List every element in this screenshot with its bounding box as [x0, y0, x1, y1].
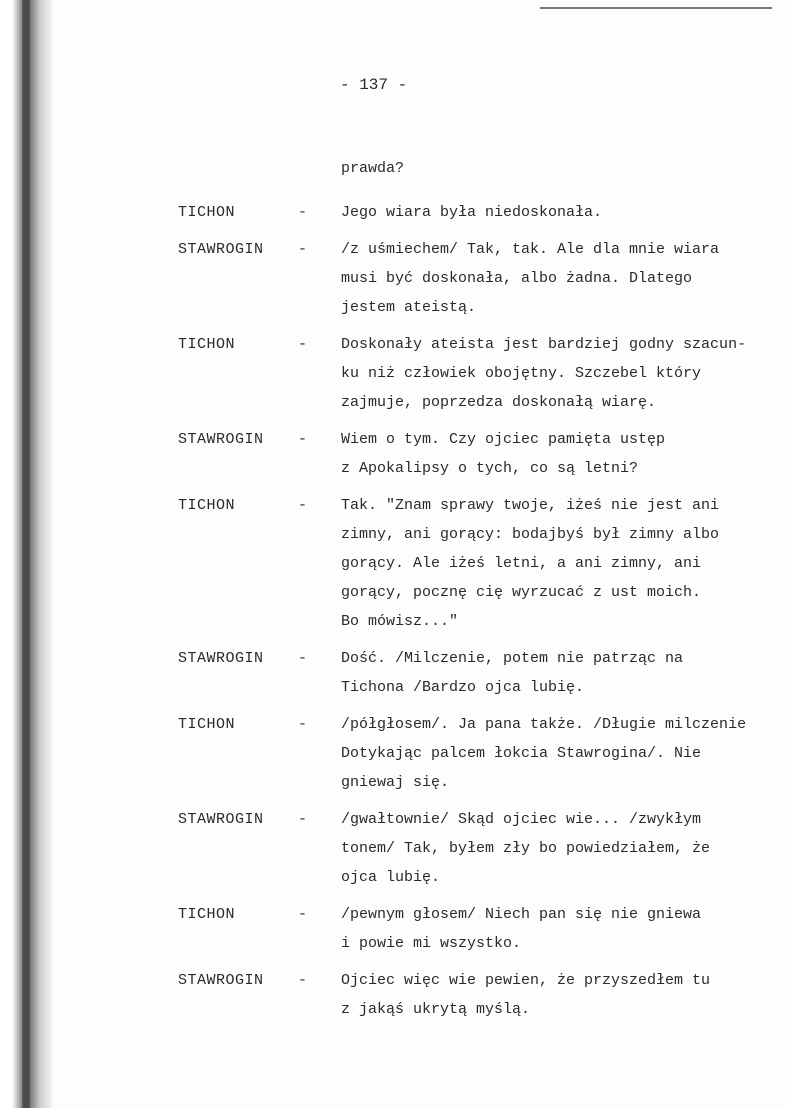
- dialogue-entry: [178, 425, 778, 483]
- dialogue: [178, 198, 778, 1032]
- dialogue-entry: [178, 900, 778, 958]
- speech-text: [341, 644, 778, 702]
- speaker-dash: -: [298, 431, 308, 448]
- speech-line: Dotykając palcem łokcia Stawrogina/. Nie: [341, 745, 702, 762]
- speech-line: Ojciec więc wie pewien, że przyszedłem tu: [341, 972, 711, 989]
- speaker-name: TICHON: [178, 906, 236, 923]
- speech-line: zimny, ani gorący: bodajbyś był zimny albo: [341, 526, 720, 543]
- speaker-dash: -: [298, 497, 308, 514]
- speech-line: Dość. /Milczenie, potem nie patrząc na: [341, 650, 684, 667]
- speech-text: [341, 235, 778, 322]
- dialogue-entry: [178, 235, 778, 322]
- speech-line: tonem/ Tak, byłem zły bo powiedziałem, że: [341, 840, 711, 857]
- speech-text: [341, 900, 778, 958]
- speech-line: Doskonały ateista jest bardziej godny szacun-: [341, 336, 747, 353]
- speech-line: zajmuje, poprzedza doskonałą wiarę.: [341, 394, 657, 411]
- speaker-name: STAWROGIN: [178, 972, 264, 989]
- speech-line: gniewaj się.: [341, 774, 450, 791]
- dialogue-entry: [178, 330, 778, 417]
- speaker-name: TICHON: [178, 204, 236, 221]
- speaker-name: TICHON: [178, 497, 236, 514]
- dialogue-entry: [178, 805, 778, 892]
- speaker-dash: -: [298, 811, 308, 828]
- scan-top-line: [540, 7, 772, 9]
- speech-text: [341, 425, 778, 483]
- speaker-dash: -: [298, 650, 308, 667]
- speech-line: /gwałtownie/ Skąd ojciec wie... /zwykłym: [341, 811, 702, 828]
- scan-binding-strip: [22, 0, 30, 1108]
- speech-text: [341, 491, 778, 636]
- speaker-name: STAWROGIN: [178, 431, 264, 448]
- speech-text: [341, 330, 778, 417]
- speech-line: musi być doskonała, albo żadna. Dlatego: [341, 270, 693, 287]
- dialogue-entry: [178, 491, 778, 636]
- speech-text: [341, 710, 778, 797]
- speech-line: gorący, pocznę cię wyrzucać z ust moich.: [341, 584, 702, 601]
- speaker-name: STAWROGIN: [178, 650, 264, 667]
- speech-line: jestem ateistą.: [341, 299, 477, 316]
- dialogue-entry: [178, 198, 778, 227]
- speaker-name: TICHON: [178, 336, 236, 353]
- speech-line: /z uśmiechem/ Tak, tak. Ale dla mnie wiara: [341, 241, 720, 258]
- speech-line: Bo mówisz...": [341, 613, 459, 630]
- speaker-dash: -: [298, 972, 308, 989]
- speech-text: [341, 805, 778, 892]
- speaker-name: STAWROGIN: [178, 811, 264, 828]
- speaker-dash: -: [298, 716, 308, 733]
- speaker-name: STAWROGIN: [178, 241, 264, 258]
- speech-line: Jego wiara była niedoskonała.: [341, 204, 603, 221]
- speech-text: [341, 966, 778, 1024]
- speech-text: [341, 198, 778, 227]
- speech-line: Tichona /Bardzo ojca lubię.: [341, 679, 585, 696]
- speaker-dash: -: [298, 906, 308, 923]
- speaker-dash: -: [298, 204, 308, 221]
- page-number: - 137 -: [340, 76, 408, 94]
- speech-line: i powie mi wszystko.: [341, 935, 522, 952]
- speaker-dash: -: [298, 336, 308, 353]
- dialogue-entry: [178, 966, 778, 1024]
- speech-line: /pewnym głosem/ Niech pan się nie gniewa: [341, 906, 702, 923]
- speech-line: Wiem o tym. Czy ojciec pamięta ustęp: [341, 431, 666, 448]
- speech-line: /półgłosem/. Ja pana także. /Długie milczenie: [341, 716, 747, 733]
- speech-line: Tak. "Znam sprawy twoje, iżeś nie jest ani: [341, 497, 720, 514]
- dialogue-entry: [178, 644, 778, 702]
- speech-line: ku niż człowiek obojętny. Szczebel który: [341, 365, 702, 382]
- speaker-dash: -: [298, 241, 308, 258]
- continuation-line: prawda?: [341, 160, 405, 177]
- speech-line: gorący. Ale iżeś letni, a ani zimny, ani: [341, 555, 702, 572]
- speaker-name: TICHON: [178, 716, 236, 733]
- dialogue-entry: [178, 710, 778, 797]
- speech-line: z jakąś ukrytą myślą.: [341, 1001, 531, 1018]
- speech-line: z Apokalipsy o tych, co są letni?: [341, 460, 639, 477]
- speech-line: ojca lubię.: [341, 869, 441, 886]
